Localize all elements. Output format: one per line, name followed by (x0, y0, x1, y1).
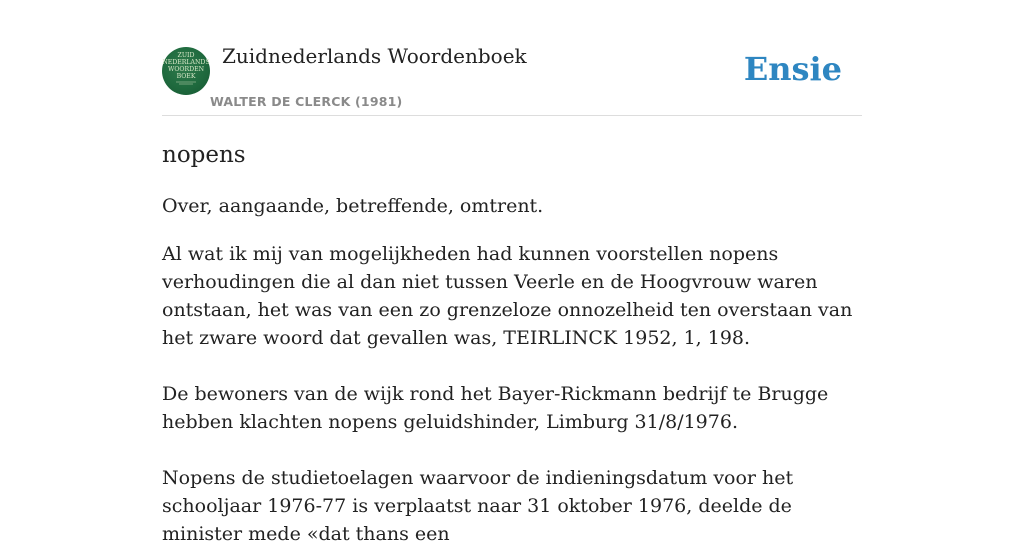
book-cover-line: BOEK (176, 73, 196, 80)
brand-logo[interactable]: Ensie (743, 50, 842, 88)
example-quote: Al wat ik mij van mogelijkheden had kunnen voorstellen nopens verhoudingen die al dan niet tussen Veerle en de Hoogvrouw waren ontstaan, het was van een zo grenzeloze onnozelheid ten overstaan van het zware woord dat gevallen was, TEIRLINCK 1952, 1, 198. (162, 243, 853, 349)
book-title-link[interactable]: Zuidnederlands Woordenboek (222, 44, 527, 68)
entry-term: nopens (162, 142, 246, 168)
entry-definition: Over, aangaande, betreffende, omtrent. (162, 195, 544, 217)
book-cover-line: NEDERLANDS (162, 59, 210, 66)
book-author: WALTER DE CLERCK (1981) (210, 94, 403, 109)
entry-page (162, 0, 862, 548)
page-header (162, 0, 862, 116)
book-cover-graphic (162, 47, 210, 95)
example-quote: Nopens de studietoelagen waarvoor de indieningsdatum voor het schooljaar 1976-77 is verplaatst naar 31 oktober 1976, deelde de minister mede «dat thans een (162, 467, 794, 545)
book-cover-image[interactable] (162, 47, 210, 95)
book-cover-line: WOORDEN (167, 66, 205, 73)
example-quote: De bewoners van de wijk rond het Bayer-Rickmann bedrijf te Brugge hebben klachten nopens geluidshinder, Limburg 31/8/1976. (162, 383, 829, 433)
book-cover-line: ZUID (177, 52, 195, 59)
